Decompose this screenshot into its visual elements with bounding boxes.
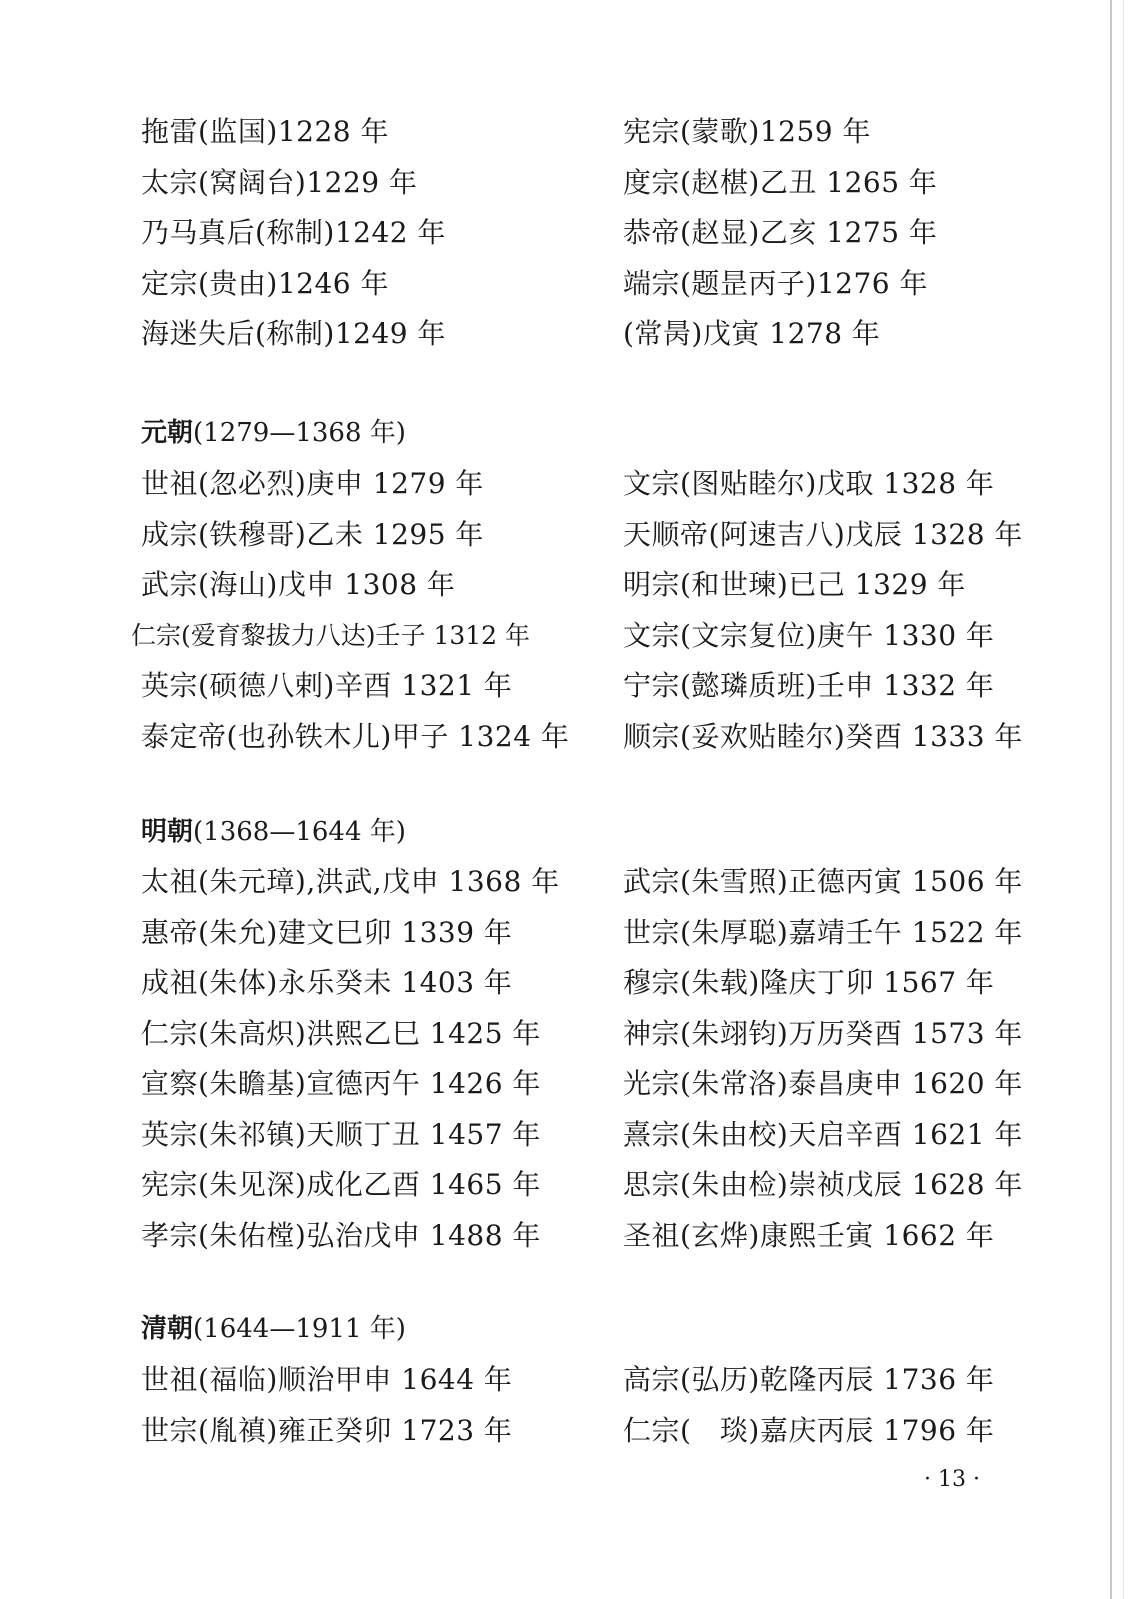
reign-entry: 明宗(和世瑓)已己 1329 年 xyxy=(623,568,966,601)
dynasty-name: 元朝 xyxy=(141,418,194,448)
reign-entry: 世宗(朱厚聪)嘉靖壬午 1522 年 xyxy=(623,915,1023,949)
reign-entry: 太宗(窝阔台)1229 年 xyxy=(141,165,418,199)
dynasty-heading xyxy=(141,812,406,852)
reign-entry: 武宗(朱雪照)正德丙寅 1506 年 xyxy=(623,865,1023,898)
reign-entry: 成宗(铁穆哥)乙未 1295 年 xyxy=(141,517,484,551)
reign-entry: 思宗(朱由检)崇祯戊辰 1628 年 xyxy=(623,1168,1023,1201)
left-column xyxy=(141,1360,512,1461)
reign-entry: 成祖(朱体)永乐癸未 1403 年 xyxy=(141,966,513,999)
left-column xyxy=(131,464,570,767)
reign-entry: 拖雷(监国)1228 年 xyxy=(141,115,390,148)
left-column xyxy=(141,112,446,365)
reign-entry: 宣察(朱瞻基)宣德丙午 1426 年 xyxy=(141,1067,541,1100)
reign-entry: 世祖(福临)顺治甲申 1644 年 xyxy=(141,1363,513,1396)
reign-entry: 恭帝(赵显)乙亥 1275 年 xyxy=(623,216,938,249)
reign-entry: 宪宗(蒙歌)1259 年 xyxy=(623,115,872,148)
right-column xyxy=(623,464,1023,767)
reign-entry: 仁宗(爱育黎拔力八达)壬子 1312 年 xyxy=(131,620,531,650)
right-column xyxy=(623,1360,994,1461)
right-column xyxy=(623,862,1023,1266)
reign-entry: 熹宗(朱由校)天启辛酉 1621 年 xyxy=(623,1117,1023,1151)
reign-entry: 孝宗(朱佑樘)弘治戊申 1488 年 xyxy=(141,1218,541,1252)
reign-entry: 泰定帝(也孙铁木儿)甲子 1324 年 xyxy=(141,719,570,753)
dynasty-range: (1279—1368 年) xyxy=(193,418,406,448)
dynasty-heading xyxy=(141,1309,406,1349)
right-column xyxy=(623,112,937,365)
reign-entry: 顺宗(妥欢贴睦尔)癸酉 1333 年 xyxy=(623,719,1023,753)
reign-entry: 宁宗(懿璘质班)壬申 1332 年 xyxy=(623,669,995,702)
binding-edge-line xyxy=(1123,0,1124,1599)
reign-entry: 穆宗(朱载)隆庆丁卯 1567 年 xyxy=(623,966,995,999)
reign-entry: 圣祖(玄烨)康熙壬寅 1662 年 xyxy=(623,1218,995,1252)
reign-entry: (常昺)戊寅 1278 年 xyxy=(623,317,881,350)
dynasty-name: 明朝 xyxy=(141,817,194,847)
reign-entry: 光宗(朱常洛)泰昌庚申 1620 年 xyxy=(623,1067,1023,1100)
dynasty-range: (1368—1644 年) xyxy=(193,817,406,847)
reign-entry: 惠帝(朱允)建文巳卯 1339 年 xyxy=(141,915,513,949)
dynasty-name: 清朝 xyxy=(141,1314,194,1344)
reign-entry: 英宗(朱祁镇)天顺丁丑 1457 年 xyxy=(141,1117,541,1151)
dynasty-range: (1644—1911 年) xyxy=(193,1314,406,1344)
reign-entry: 高宗(弘历)乾隆丙辰 1736 年 xyxy=(623,1363,995,1396)
reign-entry: 世祖(忽必烈)庚申 1279 年 xyxy=(141,467,484,500)
reign-entry: 仁宗(朱高炽)洪熙乙巳 1425 年 xyxy=(141,1016,541,1050)
reign-entry: 度宗(赵椹)乙丑 1265 年 xyxy=(623,165,938,199)
page-number: · 13 · xyxy=(924,1467,980,1492)
reign-entry: 神宗(朱翊钧)万历癸酉 1573 年 xyxy=(623,1016,1023,1050)
reign-entry: 乃马真后(称制)1242 年 xyxy=(141,216,447,249)
reign-entry: 端宗(题昰丙子)1276 年 xyxy=(623,266,929,300)
reign-entry: 文宗(图贴睦尔)戊取 1328 年 xyxy=(623,467,995,500)
reign-entry: 定宗(贵由)1246 年 xyxy=(141,266,390,300)
reign-entry: 仁宗( 琰)嘉庆丙辰 1796 年 xyxy=(623,1413,995,1447)
reign-entry: 宪宗(朱见深)成化乙酉 1465 年 xyxy=(141,1168,541,1201)
reign-entry: 文宗(文宗复位)庚午 1330 年 xyxy=(623,618,995,652)
reign-entry: 海迷失后(称制)1249 年 xyxy=(141,317,447,350)
reign-entry: 武宗(海山)戊申 1308 年 xyxy=(141,568,456,601)
dynasty-heading xyxy=(141,413,406,453)
reign-entry: 太祖(朱元璋),洪武,戊申 1368 年 xyxy=(141,865,560,898)
reign-entry: 天顺帝(阿速吉八)戊辰 1328 年 xyxy=(623,517,1023,551)
reign-entry: 世宗(胤禛)雍正癸卯 1723 年 xyxy=(141,1413,513,1447)
reign-entry: 英宗(硕德八剌)辛酉 1321 年 xyxy=(141,669,513,702)
binding-edge-line xyxy=(1110,0,1112,1599)
left-column xyxy=(141,862,560,1266)
